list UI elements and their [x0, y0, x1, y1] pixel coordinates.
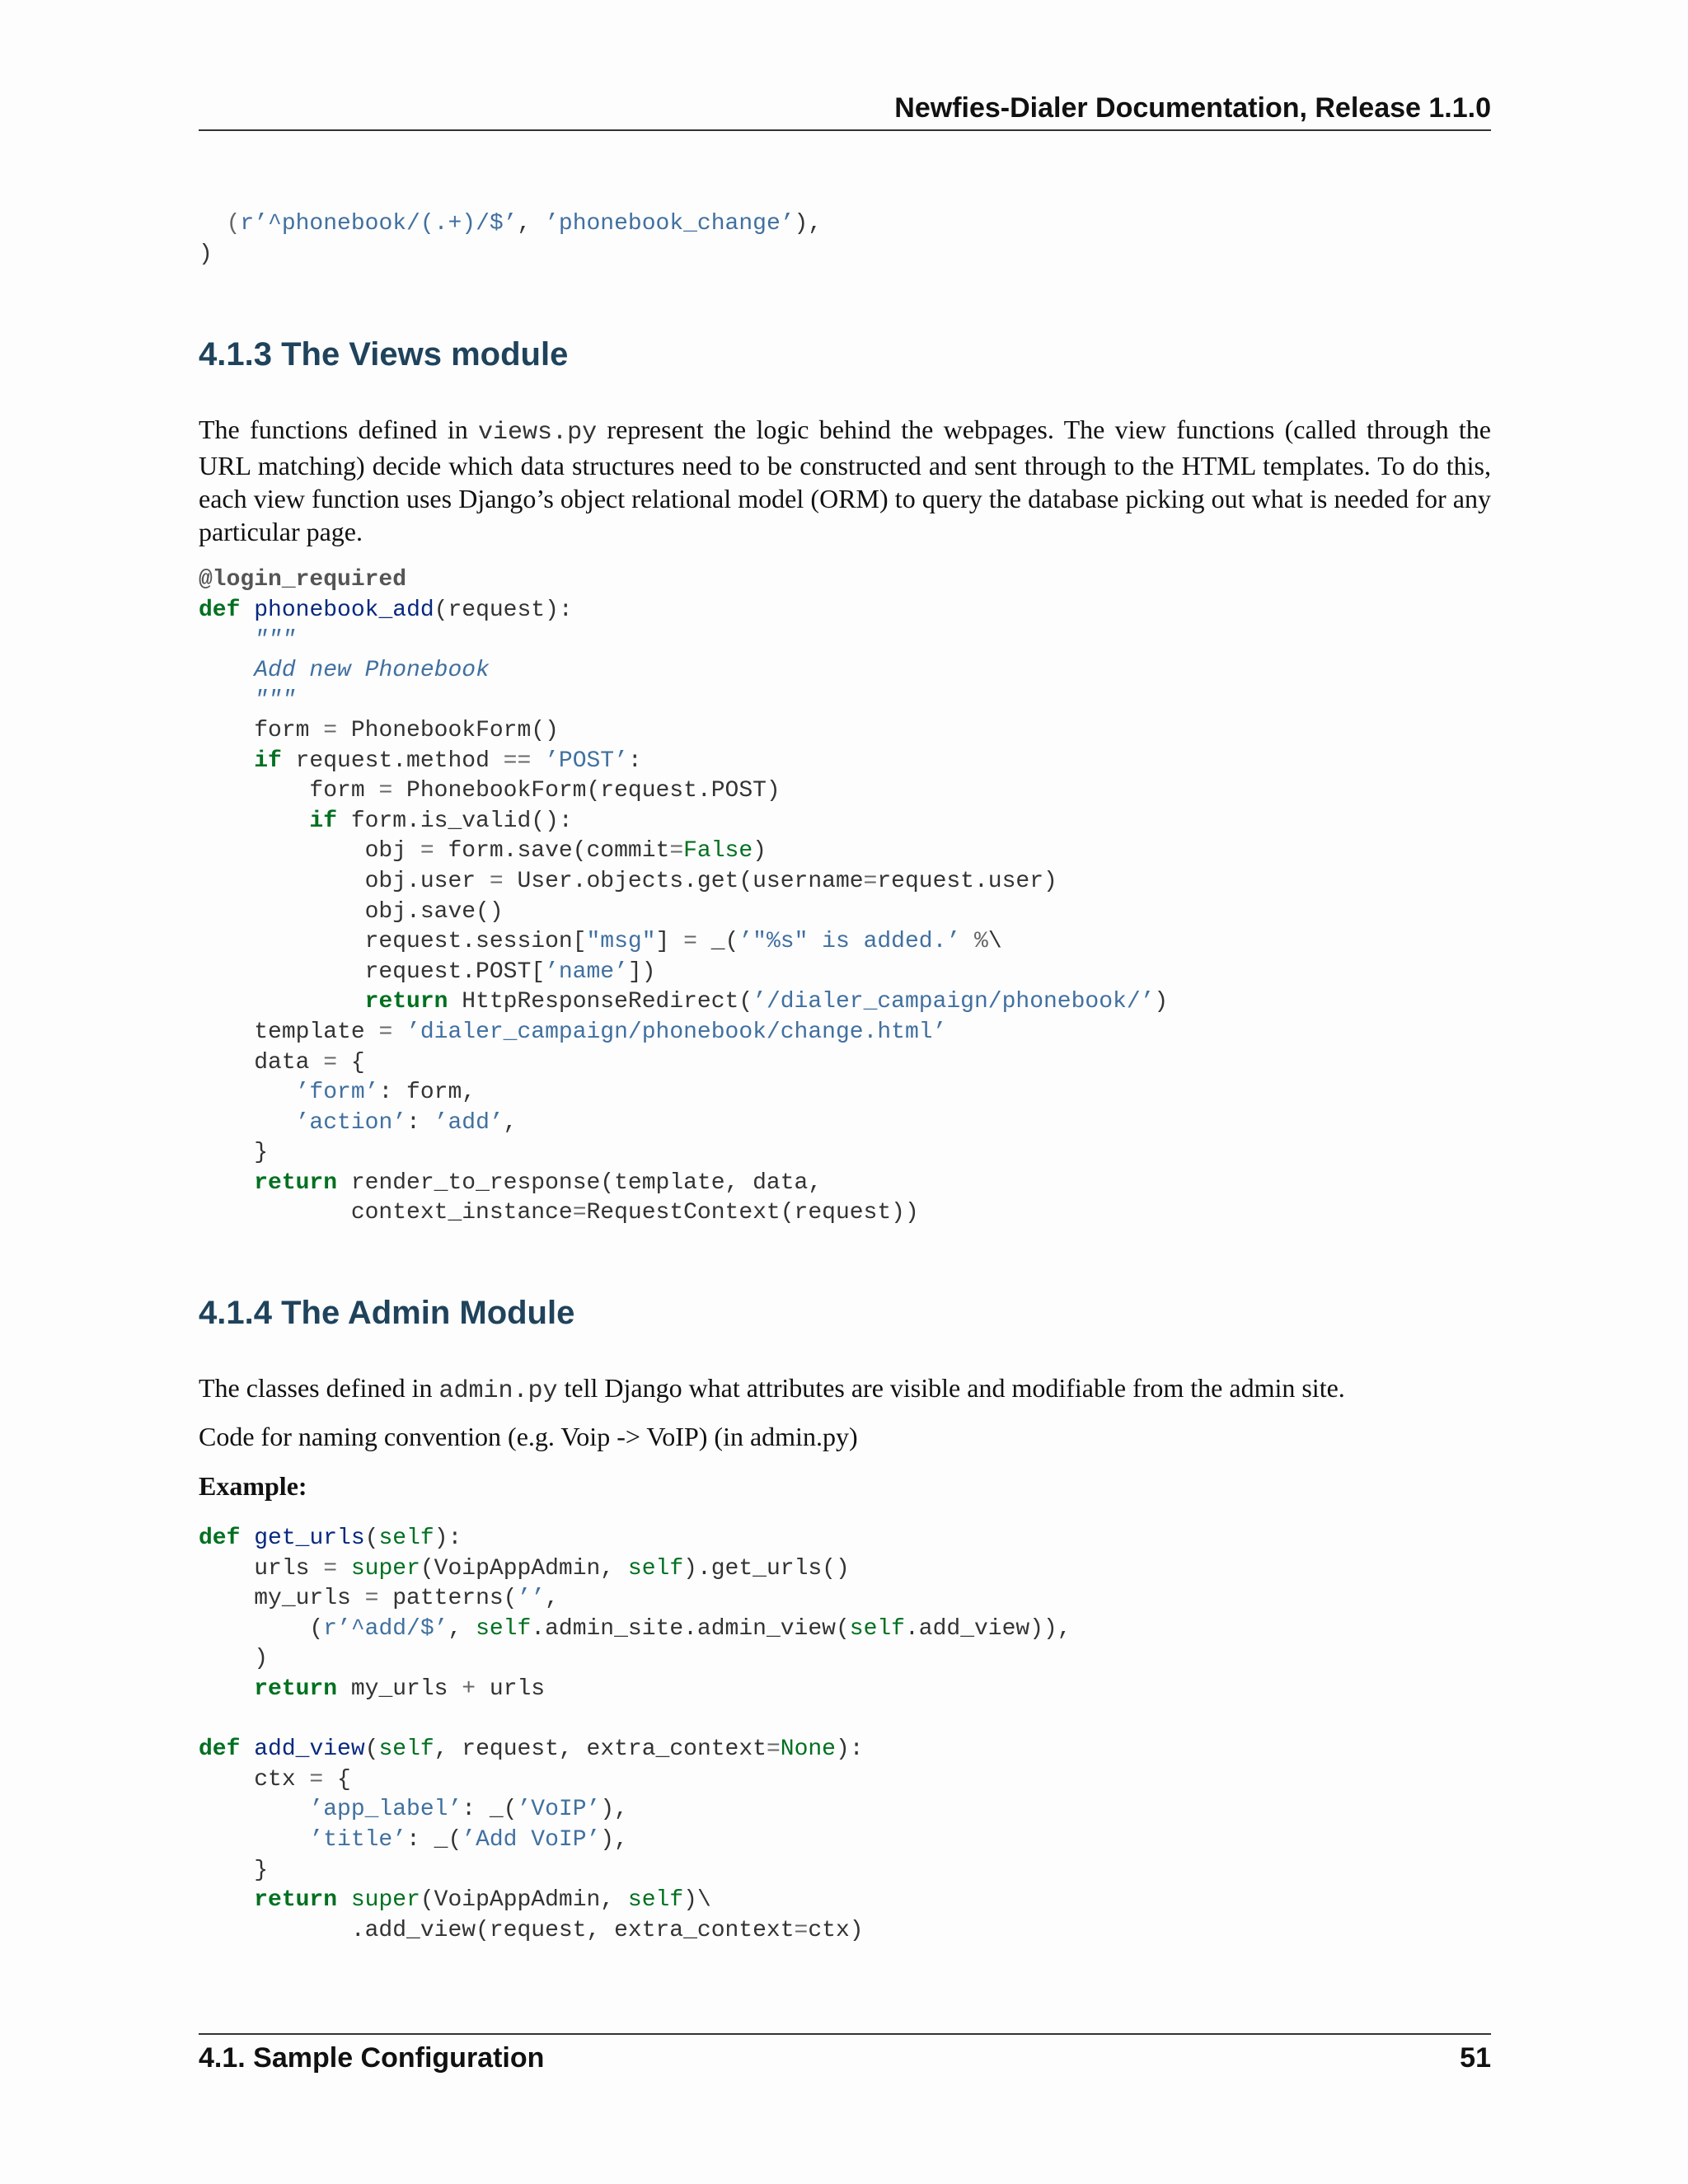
admin-description: The classes defined in admin.py tell Django what attributes are visible and modifiable from the admin site.	[199, 1373, 1345, 1405]
naming-convention-note: Code for naming convention (e.g. Voip -> VoIP) (in admin.py)	[199, 1422, 858, 1451]
footer-section-title: 4.1. Sample Configuration	[199, 2042, 545, 2074]
footer-rule	[199, 2033, 1491, 2035]
page-number: 51	[1460, 2042, 1491, 2074]
header-rule	[199, 129, 1491, 131]
section-heading-admin: 4.1.4 The Admin Module	[199, 1295, 575, 1331]
section-heading-views: 4.1.3 The Views module	[199, 336, 569, 373]
running-header: Newfies-Dialer Documentation, Release 1.1.0	[894, 92, 1491, 124]
code-block-admin-urls: def get_urls(self): urls = super(VoipAppAdmin, self).get_urls() my_urls = patterns(’’, (r’^add/$’, self.admin_site.admin_view(self.add_view)), ) return my_urls + urls def add_view(self, request, extra_context=None): ctx = { ’app_label’: _(’VoIP’), ’title’: _(’Add VoIP’), } return super(VoipAppAdmin, self)\ .add_view(request, extra_context=ctx)	[199, 1526, 1071, 1943]
code-block-phonebook-add: @login_required def phonebook_add(request): """ Add new Phonebook """ form = PhonebookForm() if request.method == ’POST’: form = PhonebookForm(request.POST) if form.is_valid(): obj = form.save(commit=False) obj.user = User.objects.get(username=request.user) obj.save() request.session["msg"] = _(’"%s" is added.’ %\ request.POST[’name’]) return HttpResponseRedirect(’/dialer_campaign/phonebook/’) template = ’dialer_campaign/phonebook/change.html’ data = { ’form’: form, ’action’: ’add’, } return render_to_response(template, data, context_instance=RequestContext(request))	[199, 567, 1169, 1226]
views-description: The functions defined in views.py represent the logic behind the webpages. The view functions (called through the URL matching) decide which data structures need to be constructed and sent through to the HTML templates. To do this, each view function uses Django’s object relational model (ORM) to query the database picking out what is needed for any particular page.	[199, 415, 1492, 546]
example-label: Example:	[199, 1471, 307, 1501]
code-block-url-patterns: (r’^phonebook/(.+)/$’, ’phonebook_change’), )	[199, 211, 823, 267]
